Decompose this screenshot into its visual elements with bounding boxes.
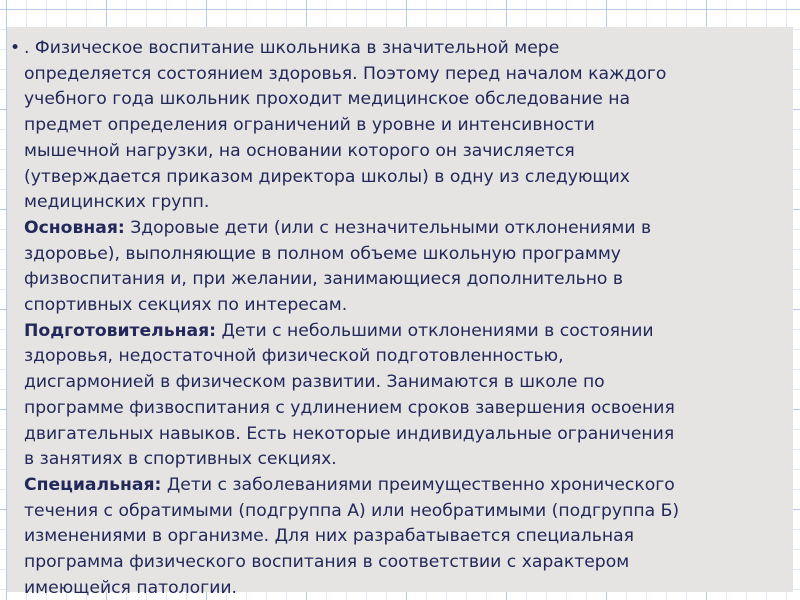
group-basic-line: здоровье), выполняющие в полном объеме школьную программу (24, 243, 621, 264)
group-special (24, 473, 782, 600)
intro-line: предмет определения ограничений в уровне и интенсивности (24, 115, 595, 136)
group-basic-line: Здоровые дети (или с незначительными отклонениями в (124, 217, 652, 238)
intro-line: определяется состоянием здоровья. Поэтому перед началом каждого (24, 63, 667, 84)
group-special-line: программа физического воспитания в соответствии с характером (24, 552, 630, 573)
group-preparatory (24, 319, 782, 473)
intro-line: учебного года школьник проходит медицинское обследование на (24, 89, 631, 110)
group-preparatory-line: в занятиях в спортивных секциях. (24, 449, 337, 470)
group-special-line: течения с обратимыми (подгруппа А) или необратимыми (подгруппа Б) (24, 500, 680, 521)
group-special-line: Дети с заболеваниями преимущественно хронического (161, 474, 675, 495)
group-basic (24, 216, 782, 319)
group-preparatory-line: дисгармонией в физическом развитии. Занимаются в школе по (24, 372, 605, 393)
group-preparatory-line: программе физвоспитания с удлинением сроков завершения освоения (24, 397, 675, 418)
group-preparatory-term: Подготовительная: (24, 320, 217, 341)
group-preparatory-line: двигательных навыков. Есть некоторые индивидуальные ограничения (24, 423, 675, 444)
intro-line: медицинских групп. (24, 192, 210, 213)
group-special-line: имеющейся патологии. (24, 577, 237, 598)
group-preparatory-line: здоровья, недостаточной физической подготовленностью, (24, 346, 564, 367)
intro-line: (утверждается приказом директора школы) в одну из следующих (24, 166, 630, 187)
slide-content (10, 36, 782, 600)
intro-line: . Физическое воспитание школьника в значительной мере (24, 38, 560, 58)
group-basic-line: физвоспитания и, при желании, занимающиеся дополнительно в (24, 269, 624, 290)
intro-paragraph (24, 36, 782, 216)
group-basic-line: спортивных секциях по интересам. (24, 295, 348, 316)
group-special-term: Специальная: (24, 474, 162, 495)
group-basic-term: Основная: (24, 217, 125, 238)
bullet-marker: • (10, 38, 21, 58)
group-special-line: изменениями в организме. Для них разрабатывается специальная (24, 526, 634, 547)
intro-line: мышечной нагрузки, на основании которого он зачисляется (24, 140, 575, 161)
group-preparatory-line: Дети с небольшими отклонениями в состоянии (216, 320, 654, 341)
